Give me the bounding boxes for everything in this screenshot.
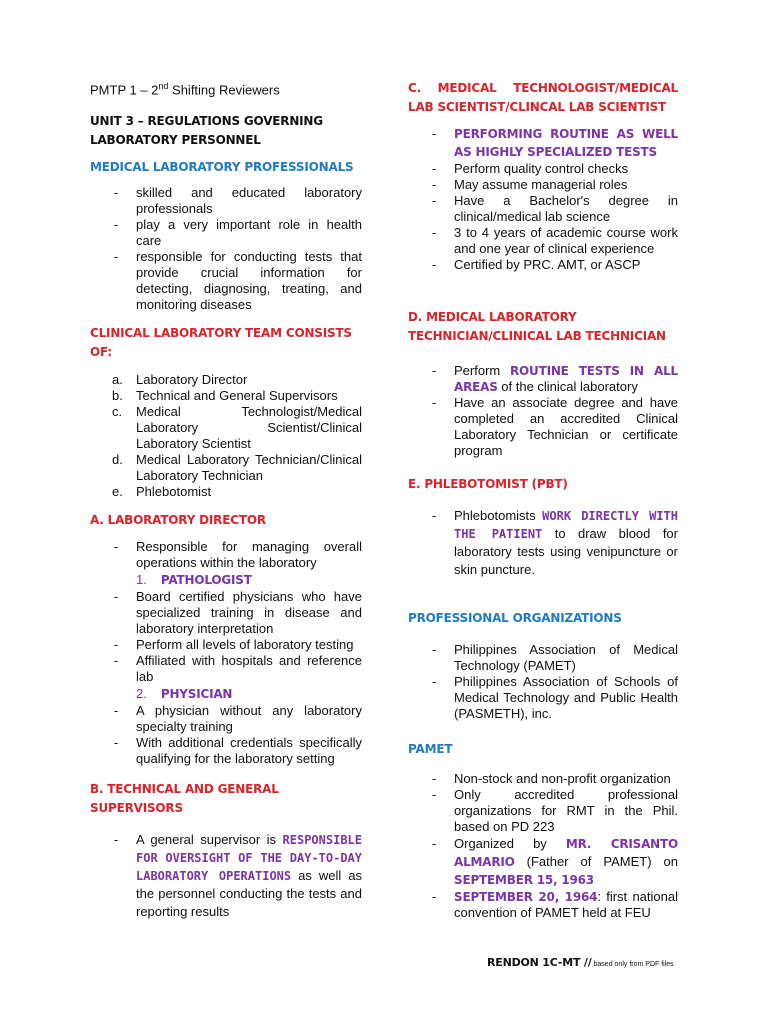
list-item: - Board certified physicians who have specialized training in disease and laboratory interpretation <box>90 589 362 637</box>
orgs-heading: PROFESSIONAL ORGANIZATIONS <box>408 611 622 625</box>
pamet-list <box>408 771 678 921</box>
orgs-list <box>408 642 678 722</box>
phlebotomist-heading: E. PHLEBOTOMIST (PBT) <box>408 477 568 491</box>
right-column <box>408 0 678 921</box>
technician-heading: D. MEDICAL LABORATORY TECHNICIAN/CLINICAL LAB TECHNICIAN <box>408 310 666 343</box>
list-item: - Philippines Association of Medical Technology (PAMET) <box>408 642 678 674</box>
list-item: e. Phlebotomist <box>112 484 212 500</box>
list-item: - Philippines Association of Schools of Medical Technology and Public Health (PASMETH), inc. <box>408 674 678 722</box>
technician-list <box>408 363 678 459</box>
unit-title: UNIT 3 – REGULATIONS GOVERNING LABORATORY PERSONNEL <box>90 114 323 148</box>
list-item: - Perform quality control checks <box>408 161 678 177</box>
list-item: - Certified by PRC. AMT, or ASCP <box>408 257 678 273</box>
team-list <box>90 372 362 500</box>
mlp-heading: MEDICAL LABORATORY PROFESSIONALS <box>90 160 354 175</box>
pamet-heading: PAMET <box>408 742 453 756</box>
list-item: - responsible for conducting tests that provide crucial information for detecting, diagnosing, treating, and monitoring diseases <box>90 249 362 313</box>
list-item: - 3 to 4 years of academic course work and one year of clinical experience <box>408 225 678 257</box>
director-heading: A. LABORATORY DIRECTOR <box>90 513 266 528</box>
list-item: - With additional credentials specifically qualifying for the laboratory setting <box>90 735 362 767</box>
list-item: - Have an associate degree and have completed an accredited Clinical Laboratory Technician or certificate program <box>408 395 678 459</box>
list-item: a. Laboratory Director <box>112 372 248 388</box>
list-item: - Non-stock and non-profit organization <box>408 771 678 787</box>
medtech-list <box>408 125 678 273</box>
mlp-list <box>90 185 362 313</box>
list-item: - PERFORMING ROUTINE AS WELL AS HIGHLY SPECIALIZED TESTS <box>408 125 678 161</box>
list-item: - Responsible for managing overall operations within the laboratory <box>90 539 362 571</box>
document-title: PMTP 1 – 2nd Shifting Reviewers <box>90 81 280 98</box>
list-item: - Perform ROUTINE TESTS IN ALL AREAS of the clinical laboratory <box>408 363 678 395</box>
list-item: - SEPTEMBER 20, 1964: first national convention of PAMET held at FEU <box>408 889 678 921</box>
list-item: - Have a Bachelor's degree in clinical/medical lab science <box>408 193 678 225</box>
director-list <box>90 539 362 571</box>
list-item: - play a very important role in health care <box>90 217 362 249</box>
medtech-heading: C. MEDICAL TECHNOLOGIST/MEDICAL LAB SCIENTIST/CLINCAL LAB SCIENTIST <box>408 81 678 114</box>
list-item: - Organized by MR. CRISANTO ALMARIO (Father of PAMET) on SEPTEMBER 15, 1963 <box>408 835 678 889</box>
list-item: d. Medical Laboratory Technician/Clinical Laboratory Technician <box>112 452 362 484</box>
subheading-physician: 2. PHYSICIAN <box>136 686 233 702</box>
list-item: - Perform all levels of laboratory testing <box>90 637 362 653</box>
list-item: - A general supervisor is RESPONSIBLE FOR OVERSIGHT OF THE DAY-TO-DAY LABORATORY OPERATIONS as well as the personnel conducting the tests and reporting results <box>90 831 362 921</box>
supervisors-heading: B. TECHNICAL AND GENERAL SUPERVISORS <box>90 782 279 816</box>
supervisors-list <box>90 831 362 921</box>
list-item: b. Technical and General Supervisors <box>112 388 338 404</box>
list-item: - A physician without any laboratory specialty training <box>90 703 362 735</box>
list-item: - Affiliated with hospitals and reference lab <box>90 653 362 685</box>
pathologist-list <box>90 589 362 685</box>
left-column <box>90 0 362 921</box>
subheading-pathologist: 1. PATHOLOGIST <box>136 572 252 588</box>
list-item: - Phlebotomists WORK DIRECTLY WITH THE PATIENT to draw blood for laboratory tests using venipuncture or skin puncture. <box>408 507 678 579</box>
list-item: - Only accredited professional organizations for RMT in the Phil. based on PD 223 <box>408 787 678 835</box>
list-item: - skilled and educated laboratory professionals <box>90 185 362 217</box>
phlebotomist-list <box>408 507 678 579</box>
team-heading: CLINICAL LABORATORY TEAM CONSISTS OF: <box>90 326 352 360</box>
list-item: - May assume managerial roles <box>408 177 678 193</box>
physician-list <box>90 703 362 767</box>
footer: RENDON 1C-MT // based only from PDF files <box>487 956 674 969</box>
list-item: c. Medical Technologist/Medical Laboratory Scientist/Clinical Laboratory Scientist <box>112 404 362 452</box>
